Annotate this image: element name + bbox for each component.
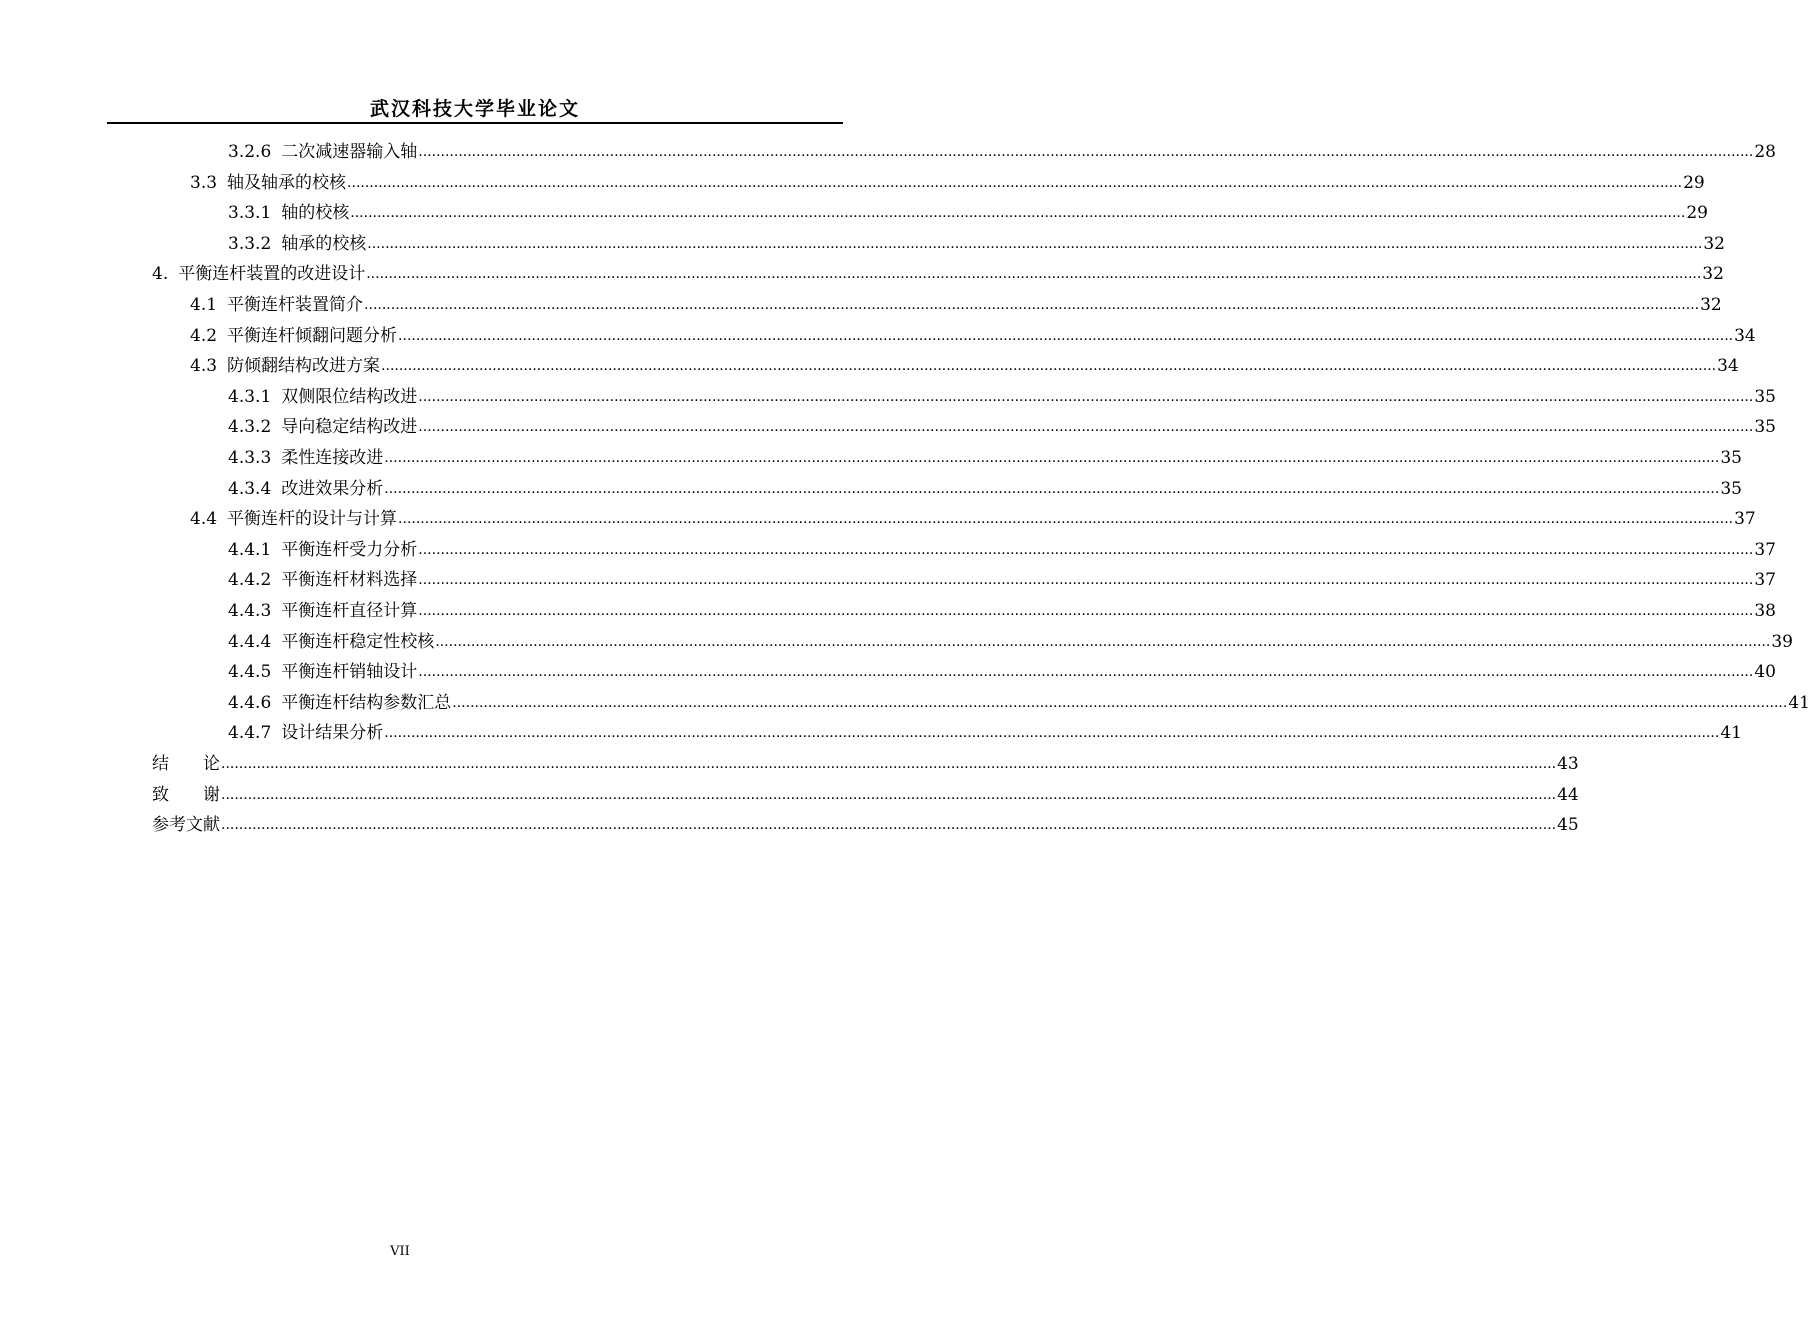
toc-dot-leader: ............................................................................................................................................................................................................................................................................................................ (418, 603, 1754, 619)
toc-entry-number: 3.3.1 (228, 203, 272, 224)
toc-entry-page: 29 (1686, 203, 1708, 224)
toc-entry-page: 32 (1700, 295, 1722, 315)
toc-entry[interactable] (190, 500, 1756, 530)
toc-entry-number: 3.2.6 (228, 142, 272, 162)
toc-entry-number: 4.4.1 (228, 539, 272, 560)
toc-entry-page: 39 (1771, 631, 1793, 652)
toc-dot-leader: ............................................................................................................................................................................................................................................................................................................ (418, 388, 1754, 405)
toc-entry[interactable] (190, 347, 1739, 377)
toc-dot-leader: ............................................................................................................................................................................................................................................................................................................ (364, 297, 1700, 313)
toc-entry-number: 4.4 (190, 509, 218, 530)
toc-dot-leader: ............................................................................................................................................................................................................................................................................................................ (384, 725, 1720, 742)
toc-entry-number: 4.3.1 (228, 386, 272, 407)
toc-entry-page: 44 (1557, 784, 1579, 805)
toc-entry-title: 参考文献 (152, 815, 220, 836)
toc-entry-page: 41 (1788, 692, 1810, 713)
toc-entry-page: 34 (1734, 325, 1756, 346)
toc-entry-title: 平衡连杆材料选择 (281, 570, 418, 591)
toc-entry-number: 4. (152, 264, 169, 285)
toc-entry-title: 改进效果分析 (281, 478, 384, 499)
toc-dot-leader: ............................................................................................................................................................................................................................................................................................................ (381, 358, 1717, 375)
toc-entry-title: 二次减速器输入轴 (281, 142, 418, 162)
toc-entry[interactable] (228, 714, 1742, 744)
toc-dot-leader: ............................................................................................................................................................................................................................................................................................................ (452, 694, 1788, 711)
toc-entry[interactable] (228, 592, 1776, 622)
toc-entry[interactable] (152, 745, 1579, 775)
toc-entry-title: 导向稳定结构改进 (281, 417, 418, 438)
toc-entry[interactable] (190, 317, 1756, 347)
toc-dot-leader: ............................................................................................................................................................................................................................................................................................................ (418, 419, 1754, 436)
toc-entry-page: 40 (1754, 662, 1776, 683)
toc-entry[interactable] (228, 378, 1776, 408)
toc-dot-leader: ............................................................................................................................................................................................................................................................................................................ (435, 633, 1771, 650)
toc-entry-page: 37 (1734, 509, 1756, 530)
toc-entry-title: 平衡连杆结构参数汇总 (281, 692, 452, 713)
toc-entry[interactable] (228, 531, 1776, 561)
toc-entry[interactable] (152, 806, 1579, 836)
toc-entry-page: 35 (1720, 478, 1742, 499)
toc-dot-leader: ............................................................................................................................................................................................................................................................................................................ (366, 266, 1702, 283)
toc-entry-title: 平衡连杆装置简介 (227, 295, 364, 315)
page-number: VII (390, 1244, 410, 1259)
toc-entry[interactable] (152, 255, 1724, 285)
toc-entry-number: 4.4.6 (228, 692, 272, 713)
toc-entry-page: 37 (1754, 570, 1776, 591)
toc-dot-leader: ............................................................................................................................................................................................................................................................................................................ (347, 174, 1683, 191)
toc-dot-leader: ............................................................................................................................................................................................................................................................................................................ (221, 817, 1557, 834)
toc-entry-number: 4.4.7 (228, 723, 272, 744)
toc-entry-page: 32 (1703, 233, 1725, 254)
toc-entry[interactable] (228, 133, 1776, 163)
toc-dot-leader: ............................................................................................................................................................................................................................................................................................................ (384, 480, 1720, 497)
toc-dot-leader: ............................................................................................................................................................................................................................................................................................................ (384, 450, 1720, 466)
toc-entry-title: 结 论 (152, 754, 220, 774)
toc-entry-title: 平衡连杆的设计与计算 (227, 509, 398, 530)
toc-entry[interactable] (228, 623, 1793, 653)
toc-entry-title: 轴的校核 (281, 203, 350, 224)
toc-dot-leader: ............................................................................................................................................................................................................................................................................................................ (350, 205, 1686, 222)
toc-entry-number: 4.4.3 (228, 601, 272, 621)
toc-dot-leader: ............................................................................................................................................................................................................................................................................................................ (418, 144, 1754, 160)
toc-entry-title: 致 谢 (152, 784, 220, 805)
toc-entry-page: 28 (1754, 142, 1776, 162)
toc-entry-title: 平衡连杆受力分析 (281, 539, 418, 560)
toc-entry[interactable] (228, 408, 1776, 438)
toc-entry-page: 37 (1754, 539, 1776, 560)
toc-entry-title: 双侧限位结构改进 (281, 386, 418, 407)
toc-entry[interactable] (228, 561, 1776, 591)
toc-entry-title: 轴承的校核 (281, 233, 367, 254)
toc-entry-number: 4.3 (190, 356, 218, 377)
toc-entry-number: 4.1 (190, 295, 218, 315)
toc-entry[interactable] (228, 653, 1776, 683)
toc-entry-number: 4.3.2 (228, 417, 272, 438)
toc-dot-leader: ............................................................................................................................................................................................................................................................................................................ (221, 756, 1557, 772)
toc-dot-leader: ............................................................................................................................................................................................................................................................................................................ (221, 786, 1557, 803)
toc-entry-page: 29 (1683, 172, 1705, 193)
toc-entry-page: 41 (1720, 723, 1742, 744)
toc-entry[interactable] (228, 225, 1725, 255)
toc-entry-title: 柔性连接改进 (281, 448, 384, 468)
toc-entry-title: 轴及轴承的校核 (227, 172, 347, 193)
toc-entry-title: 设计结果分析 (281, 723, 384, 744)
toc-entry[interactable] (228, 470, 1742, 500)
toc-entry-number: 4.3.3 (228, 448, 272, 468)
toc-entry-number: 4.2 (190, 325, 218, 346)
toc-entry-title: 防倾翻结构改进方案 (227, 356, 381, 377)
toc-entry[interactable] (190, 286, 1722, 316)
toc-entry-number: 4.3.4 (228, 478, 272, 499)
toc-entry-number: 3.3.2 (228, 233, 272, 254)
toc-entry-number: 4.4.4 (228, 631, 272, 652)
toc-entry-number: 4.4.5 (228, 662, 272, 683)
toc-entry-title: 平衡连杆直径计算 (281, 601, 418, 621)
toc-entry-page: 35 (1754, 386, 1776, 407)
toc-entry-number: 3.3 (190, 172, 218, 193)
toc-entry[interactable] (228, 684, 1810, 714)
toc-entry-page: 35 (1754, 417, 1776, 438)
toc-entry-title: 平衡连杆销轴设计 (281, 662, 418, 683)
toc-entry-page: 38 (1754, 601, 1776, 621)
toc-entry-title: 平衡连杆稳定性校核 (281, 631, 435, 652)
running-header-title: 武汉科技大学毕业论文 (369, 98, 580, 120)
toc-dot-leader: ............................................................................................................................................................................................................................................................................................................ (367, 235, 1703, 252)
toc-entry-page: 43 (1557, 754, 1579, 774)
toc-dot-leader: ............................................................................................................................................................................................................................................................................................................ (418, 664, 1754, 681)
toc-entry[interactable] (228, 439, 1742, 469)
toc-entry-page: 45 (1557, 815, 1579, 836)
header-rule (107, 122, 843, 124)
toc-entry-page: 35 (1720, 448, 1742, 468)
toc-entry-page: 34 (1717, 356, 1739, 377)
toc-entry-title: 平衡连杆倾翻问题分析 (227, 325, 398, 346)
page-number-footer (0, 1244, 800, 1259)
toc-dot-leader: ............................................................................................................................................................................................................................................................................................................ (418, 541, 1754, 558)
toc-dot-leader: ............................................................................................................................................................................................................................................................................................................ (398, 327, 1734, 344)
toc-entry[interactable] (228, 194, 1708, 224)
toc-entry-title: 平衡连杆装置的改进设计 (178, 264, 366, 285)
toc-dot-leader: ............................................................................................................................................................................................................................................................................................................ (398, 511, 1734, 528)
toc-dot-leader: ............................................................................................................................................................................................................................................................................................................ (418, 572, 1754, 589)
toc-entry[interactable] (152, 776, 1579, 806)
toc-entry[interactable] (190, 164, 1705, 194)
toc-entry-page: 32 (1702, 264, 1724, 285)
toc-entry-number: 4.4.2 (228, 570, 272, 591)
